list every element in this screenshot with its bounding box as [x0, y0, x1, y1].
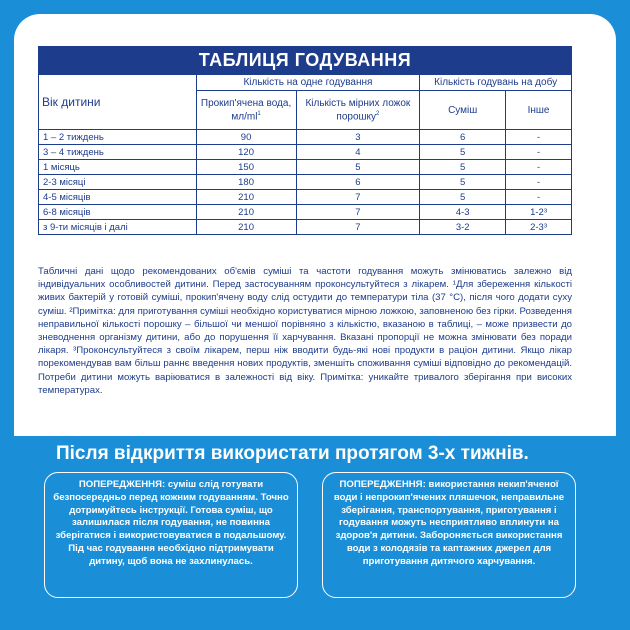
table-row — [39, 190, 572, 205]
warning-box-right — [322, 472, 576, 598]
cell-age: 1 місяць — [39, 160, 197, 175]
cell-formula: 5 — [420, 175, 506, 190]
cell-age: з 9-ти місяців і далі — [39, 220, 197, 235]
cell-water: 210 — [196, 205, 296, 220]
table-row — [39, 130, 572, 145]
cell-water: 120 — [196, 145, 296, 160]
col-water-header: Прокип'ячена вода, $мл/ml^1$ — [196, 91, 296, 130]
cell-scoops: 5 — [296, 160, 420, 175]
group-single-header: Кількість на одне годування — [196, 75, 420, 91]
warning-left-text: суміш слід готувати безпосередньо перед кожним годуванням. Точно дотримуйтесь інструкції. Готова суміш, що залишилася після годування, не повинна зберігатися і використовуватися в подальшому. Під час годування необхідно підтримувати дитину, щоб вона не захлинулась. — [53, 479, 289, 567]
cell-other: - — [506, 160, 572, 175]
warning-left-label: ПОПЕРЕДЖЕННЯ: — [78, 479, 168, 490]
warning-box-left — [44, 472, 298, 598]
cell-scoops: 6 — [296, 175, 420, 190]
col-formula-header: Суміш — [420, 91, 506, 130]
cell-water: 150 — [196, 160, 296, 175]
cell-other: 2-3³ — [506, 220, 572, 235]
cell-water: 180 — [196, 175, 296, 190]
cell-scoops: 3 — [296, 130, 420, 145]
cell-age: 6-8 місяців — [39, 205, 197, 220]
cell-age: 4-5 місяців — [39, 190, 197, 205]
cell-other: - — [506, 190, 572, 205]
warning-right-label: ПОПЕРЕДЖЕННЯ: — [339, 479, 429, 490]
cell-formula: 5 — [420, 160, 506, 175]
after-opening-banner: Після відкриття використати протягом 3-х тижнів. — [0, 436, 630, 472]
cell-formula: 4-3 — [420, 205, 506, 220]
cell-other: - — [506, 130, 572, 145]
warning-right-text: використання некип'яченої води і непрокип'ячених пляшечок, неправильне зберігання, транспортування, приготування і годування можуть несприятливо вплинути на здоров'я дитини. Забороняється використання води з колодязів та каптажних джерел для приготування дитячого харчування. — [333, 479, 565, 567]
table-row — [39, 160, 572, 175]
feeding-table — [38, 74, 572, 235]
footnotes-text: Табличні дані щодо рекомендованих об'ємів суміші та частоти годування можуть змінюватись залежно від індивідуальних особливостей дитини. Перед застосуванням проконсультуйтеся з лікарем. ¹Для збереження кількості живих бактерій у готовій суміші, прокип'ячену воду слід остудити до температури тіла (37 °C), після чого додати суху суміш. ²Примітка: для приготування суміші необхідно користуватися мірною ложкою, заповненою без гірки. Розведення неправильної кількості порошку – більшої чи меншої порівняно з кількістю, вказаною в таблиці, – може призвести до зневоднення організму дитини, або до порушення її харчування. Вказані пропорції не можна змінювати без поради лікаря. ³Проконсультуйтеся з своїм лікарем, перш ніж вводити будь-які нові продукти в раціон дитини. Якщо лікар порекомендував вам більш раннє введення нових продуктів, зменшіть споживання суміші відповідно до рекомендацій. Потреби дитини можуть варіюватися в залежності від віку. Примітка: уникайте тривалого зберігання при високих температурах. — [38, 266, 572, 396]
cell-scoops: 7 — [296, 190, 420, 205]
cell-age: 1 – 2 тиждень — [39, 130, 197, 145]
cell-other: - — [506, 145, 572, 160]
cell-formula: 5 — [420, 190, 506, 205]
col-other-header: Інше — [506, 91, 572, 130]
cell-age: 3 – 4 тиждень — [39, 145, 197, 160]
table-row — [39, 220, 572, 235]
cell-other: - — [506, 175, 572, 190]
col-scoops-header: Кількість мірних ложок порошку$^2$ — [296, 91, 420, 130]
cell-formula: 5 — [420, 145, 506, 160]
cell-formula: 6 — [420, 130, 506, 145]
table-row — [39, 175, 572, 190]
cell-water: 210 — [196, 190, 296, 205]
table-row — [39, 145, 572, 160]
cell-scoops: 7 — [296, 205, 420, 220]
cell-formula: 3-2 — [420, 220, 506, 235]
cell-other: 1-2³ — [506, 205, 572, 220]
cell-water: 210 — [196, 220, 296, 235]
col-age-header: Вік дитини — [39, 75, 197, 130]
group-daily-header: Кількість годувань на добу — [420, 75, 572, 91]
table-title: ТАБЛИЦЯ ГОДУВАННЯ — [38, 46, 572, 74]
cell-water: 90 — [196, 130, 296, 145]
cell-age: 2-3 місяці — [39, 175, 197, 190]
cell-scoops: 4 — [296, 145, 420, 160]
table-row — [39, 205, 572, 220]
cell-scoops: 7 — [296, 220, 420, 235]
